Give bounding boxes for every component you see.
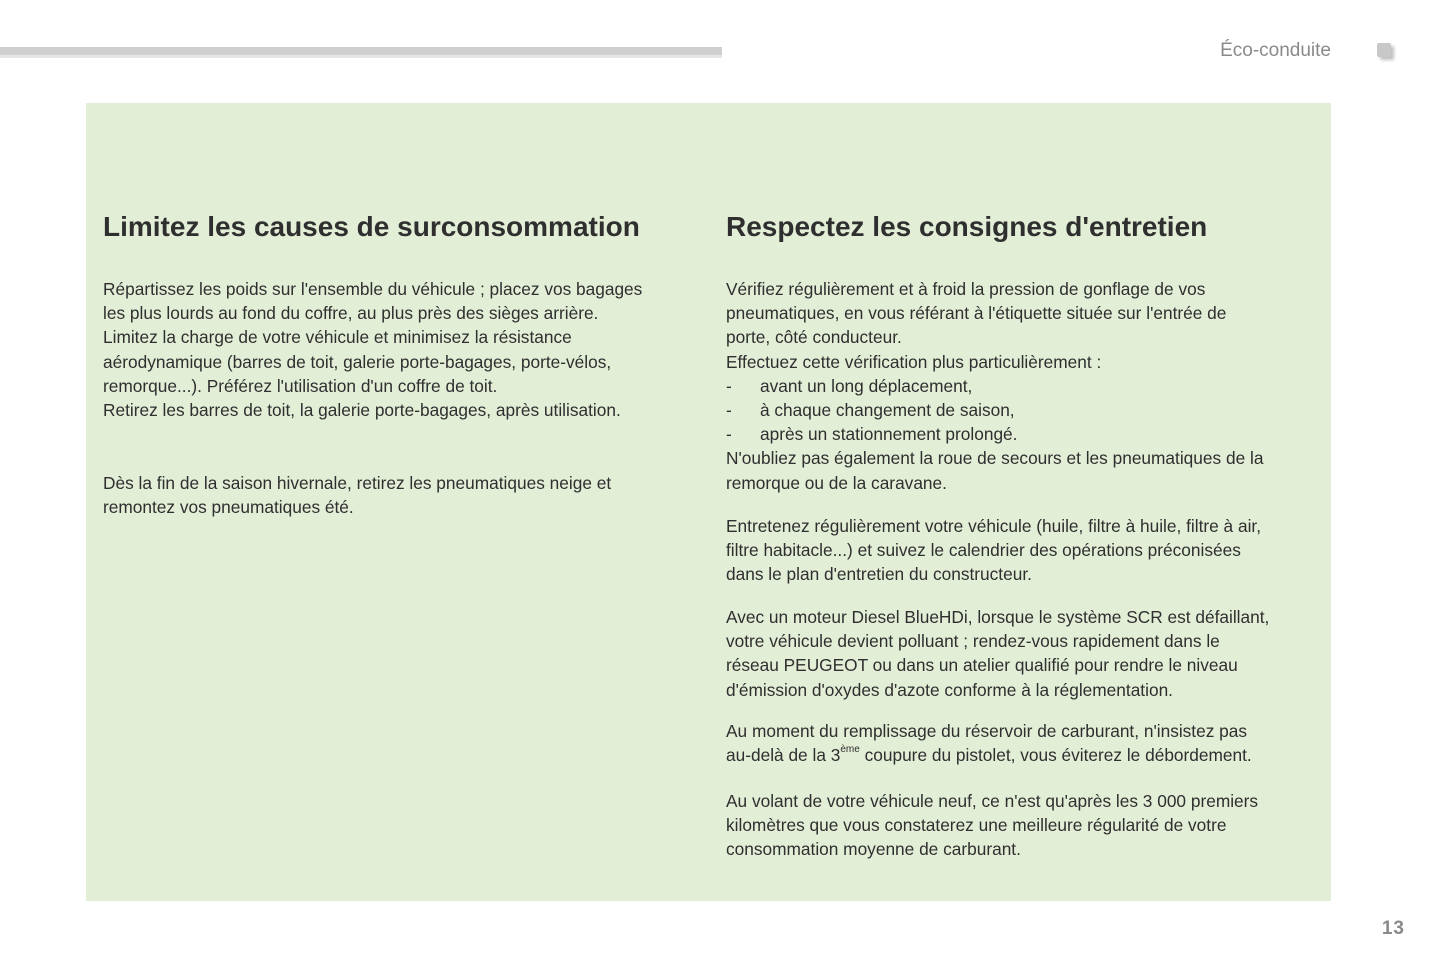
text-line	[726, 743, 1316, 767]
list-item	[726, 422, 1316, 446]
text-line: remorque ou de la caravane.	[726, 472, 947, 493]
text-line: dans le plan d'entretien du constructeur.	[726, 564, 1032, 585]
content-panel	[86, 103, 1331, 901]
text-line: les plus lourds au fond du coffre, au plus près des sièges arrière.	[103, 303, 599, 324]
text-line: votre véhicule devient polluant ; rendez-vous rapidement dans le	[726, 631, 1220, 652]
text-line: Dès la fin de la saison hivernale, retirez les pneumatiques neige et	[103, 473, 612, 493]
text-line: Effectuez cette vérification plus particulièrement :	[726, 351, 1102, 372]
left-paragraph-1	[103, 277, 693, 422]
bullet-dash: -	[726, 375, 732, 396]
list-item-text: avant un long déplacement,	[760, 375, 973, 396]
text-line: Limitez la charge de votre véhicule et minimisez la résistance	[103, 327, 572, 348]
list-item	[726, 398, 1316, 422]
list-item-text: après un stationnement prolongé.	[760, 424, 1018, 445]
text-line: remontez vos pneumatiques été.	[103, 497, 354, 518]
section-title: Éco-conduite	[1220, 40, 1331, 61]
right-heading: Respectez les consignes d'entretien	[726, 211, 1208, 242]
text-line: Retirez les barres de toit, la galerie porte-bagages, après utilisation.	[103, 400, 621, 421]
text-fragment: au-delà de la 3	[726, 745, 841, 766]
text-line: Vérifiez régulièrement et à froid la pression de gonflage de vos	[726, 279, 1206, 299]
right-paragraph-4	[726, 719, 1316, 767]
text-fragment: coupure du pistolet, vous éviterez le débordement.	[859, 745, 1252, 766]
text-line: kilomètres que vous constaterez une meilleure régularité de votre	[726, 815, 1227, 836]
text-line: N'oubliez pas également la roue de secours et les pneumatiques de la	[726, 448, 1264, 469]
text-line: Entretenez régulièrement votre véhicule (huile, filtre à huile, filtre à air,	[726, 516, 1262, 536]
bullet-dash: -	[726, 424, 732, 445]
page-number: 13	[1381, 918, 1405, 939]
right-paragraph-2	[726, 514, 1316, 587]
text-line: réseau PEUGEOT ou dans un atelier qualifié pour rendre le niveau	[726, 655, 1238, 676]
text-line: filtre habitacle...) et suivez le calendrier des opérations préconisées	[726, 540, 1241, 561]
text-line: Avec un moteur Diesel BlueHDi, lorsque le système SCR est défaillant,	[726, 607, 1270, 627]
text-line: d'émission d'oxydes d'azote conforme à la réglementation.	[726, 679, 1173, 700]
bullet-dash: -	[726, 400, 732, 421]
right-paragraph-3	[726, 605, 1316, 702]
text-line: porte, côté conducteur.	[726, 327, 902, 348]
right-paragraph-1	[726, 277, 1316, 495]
text-line: aérodynamique (barres de toit, galerie porte-bagages, porte-vélos,	[103, 351, 612, 372]
text-line: Au volant de votre véhicule neuf, ce n'est qu'après les 3 000 premiers	[726, 791, 1259, 811]
ordinal-superscript: ème	[840, 744, 860, 756]
list-item	[726, 374, 1316, 398]
header-rule-shadow	[0, 55, 722, 58]
text-line: remorque...). Préférez l'utilisation d'un coffre de toit.	[103, 375, 498, 396]
text-line: Répartissez les poids sur l'ensemble du véhicule ; placez vos bagages	[103, 279, 643, 299]
right-paragraph-5	[726, 789, 1316, 862]
left-heading: Limitez les causes de surconsommation	[103, 211, 640, 242]
text-line: consommation moyenne de carburant.	[726, 839, 1021, 860]
list-item-text: à chaque changement de saison,	[760, 400, 1015, 421]
left-paragraph-2	[103, 471, 693, 519]
section-marker-icon	[1377, 43, 1391, 57]
text-line: pneumatiques, en vous référant à l'étiquette située sur l'entrée de	[726, 303, 1227, 324]
text-line: Au moment du remplissage du réservoir de carburant, n'insistez pas	[726, 721, 1248, 741]
